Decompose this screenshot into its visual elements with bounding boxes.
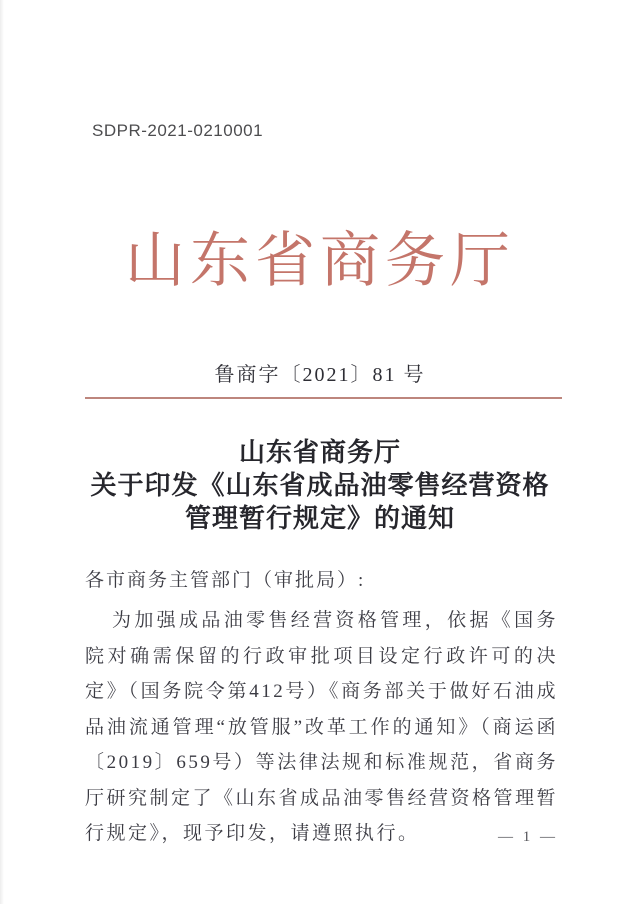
notice-title-line-1: 山东省商务厅	[238, 438, 401, 467]
agency-masthead-title: 山东省商务厅	[125, 228, 515, 294]
notice-title-line-3: 管理暂行规定》的通知	[184, 504, 455, 533]
notice-title	[40, 436, 600, 535]
notice-title-line-2: 关于印发《山东省成品油零售经营资格	[90, 471, 550, 500]
red-divider-line	[85, 397, 562, 399]
document-code: SDPR-2021-0210001	[92, 121, 264, 140]
body-paragraph: 为加强成品油零售经营资格管理，依据《国务院对确需保留的行政审批项目设定行政许可的决定》（国务院令第412号）《商务部关于做好石油成品油流通管理“放管服”改革工作的通知》（商运函〔2019〕659号）等法律法规和标准规范，省商务厅研究制定了《山东省成品油零售经营资格管理暂行规定》，现予印发，请遵照执行。	[85, 610, 559, 844]
salutation: 各市商务主管部门（审批局）:	[85, 570, 366, 591]
body-block	[85, 566, 558, 852]
page-number: — 1 —	[498, 829, 558, 845]
scan-edge-shading	[0, 0, 4, 904]
issue-number: 鲁商字〔2021〕81 号	[214, 364, 426, 386]
